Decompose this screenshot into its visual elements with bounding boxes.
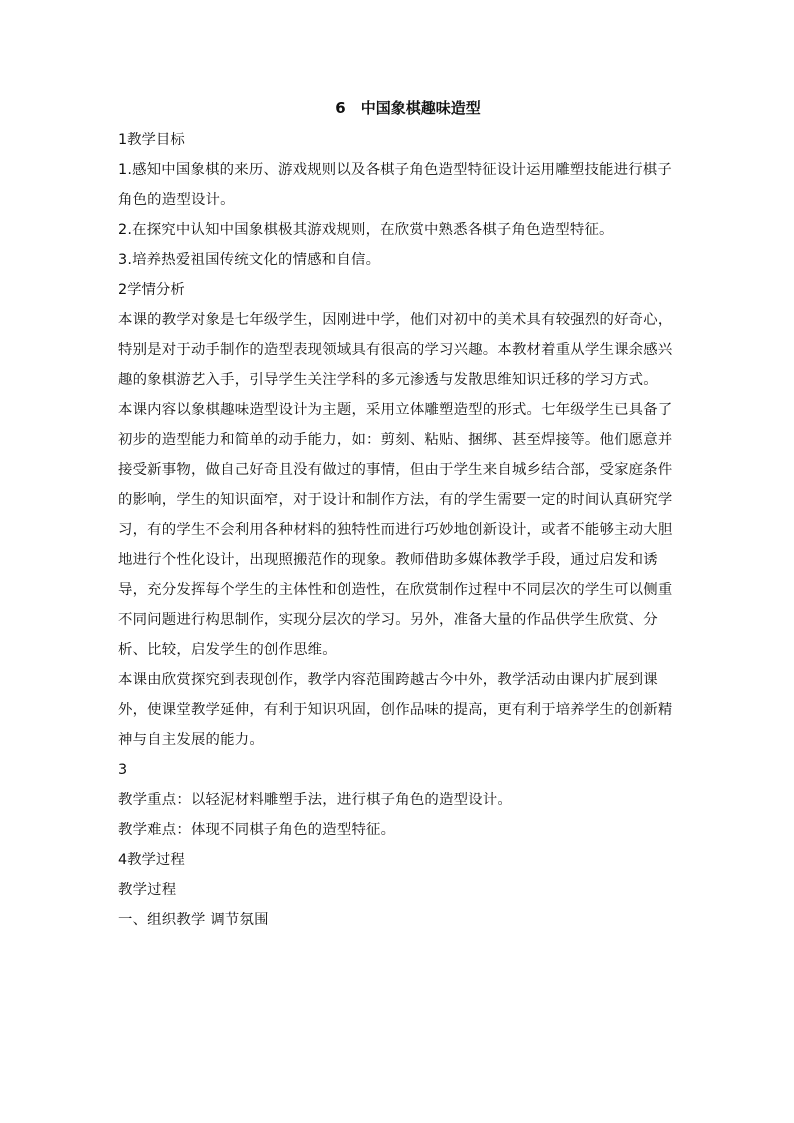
- section-heading-3: 3: [118, 762, 128, 778]
- objective-2: 2.在探究中认知中国象棋极其游戏规则，在欣赏中熟悉各棋子角色造型特征。: [118, 222, 614, 238]
- analysis-paragraph-2: 本课内容以象棋趣味造型设计为主题，采用立体雕塑造型的形式。七年级学生已具备了初步的造型能力和简单的动手能力，如：剪刻、粘贴、捆绑、甚至焊接等。他们愿意并接受新事物，做自己好奇且没有做过的事情，但由于学生来自城乡结合部，受家庭条件的影响，学生的知识面窄，对于设计和制作方法，有的学生需要一定的时间认真研究学习，有的学生不会利用各种材料的独特性而进行巧妙地创新设计，或者不能够主动大胆地进行个性化设计，出现照搬范作的现象。教师借助多媒体教学手段，通过启发和诱导，充分发挥每个学生的主体性和创造性，在欣赏制作过程中不同层次的学生可以侧重不同问题进行构思制作，实现分层次的学习。另外，准备大量的作品供学生欣赏、分析、比较，启发学生的创作思维。: [118, 402, 673, 658]
- section-heading-process: 4教学过程: [118, 852, 185, 868]
- section-heading-analysis: 2学情分析: [118, 282, 185, 298]
- analysis-paragraph-1: 本课的教学对象是七年级学生，因刚进中学，他们对初中的美术具有较强烈的好奇心，特别是对于动手制作的造型表现领域具有很高的学习兴趣。本教材着重从学生课余感兴趣的象棋游艺入手，引导学生关注学科的多元渗透与发散思维知识迁移的学习方式。: [118, 312, 673, 388]
- process-label: 教学过程: [118, 882, 177, 898]
- analysis-paragraph-3: 本课由欣赏探究到表现创作，教学内容范围跨越古今中外，教学活动由课内扩展到课外，使课堂教学延伸，有利于知识巩固，创作品味的提高，更有利于培养学生的创新精神与自主发展的能力。: [118, 672, 673, 748]
- process-step-1: 一、组织教学 调节氛围: [118, 912, 269, 928]
- objective-1: 1.感知中国象棋的来历、游戏规则以及各棋子角色造型特征设计运用雕塑技能进行棋子角色的造型设计。: [118, 162, 672, 208]
- objective-3: 3.培养热爱祖国传统文化的情感和自信。: [118, 252, 381, 268]
- section-heading-objectives: 1教学目标: [118, 132, 185, 148]
- teaching-key-point: 教学重点：以轻泥材料雕塑手法，进行棋子角色的造型设计。: [118, 792, 512, 808]
- teaching-difficulty: 教学难点：体现不同棋子角色的造型特征。: [118, 822, 396, 838]
- document-body: [118, 98, 678, 935]
- document-title: 6 中国象棋趣味造型: [335, 99, 481, 117]
